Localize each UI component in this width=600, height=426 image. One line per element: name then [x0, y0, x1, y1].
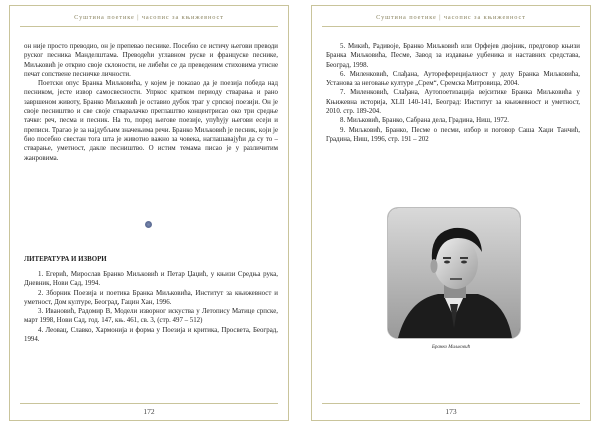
- left-page: [6, 0, 292, 426]
- footer-rule: [322, 403, 580, 404]
- bibliography-title: ЛИТЕРАТУРА И ИЗВОРИ: [24, 256, 107, 263]
- footer-rule: [20, 403, 278, 404]
- header-rule: [322, 26, 580, 27]
- references-list: [326, 42, 580, 144]
- running-header: Суштина поетике | часопис за књижевност: [376, 14, 526, 21]
- reference-item: 3. Ивановић, Радомир В, Модели изворног искуства у Летопису Матице српске, март 1998, Нови Сад, год. 147, књ. 461, св. 3, (стр. 497 – 512): [24, 308, 278, 325]
- reference-item: 4. Леовац, Славко, Хармонија и форма у Поезија и критика, Просвета, Београд, 1994.: [24, 326, 278, 344]
- reference-item: 5. Микић, Радивоје, Бранко Миљковић или Орфејев двојник, предговор књизи Бранка Миљковића, Песме, Завод за издавање уџбеника и наставних средстава, Београд, 1998.: [326, 43, 580, 69]
- reference-item: 9. Миљковић, Бранко, Песме о песми, избор и поговор Саша Хаџи Танчић, Градина, Ниш, 1996, стр. 191 – 202: [326, 126, 580, 143]
- header-rule: [20, 26, 278, 27]
- paragraph: Поетски опус Бранка Миљковића, у којем је показао да је поезија победа над песником, јесте извор самосвесности. Упркос кратком периоду стварања и рано завршеном животу, Бранко Миљковић је оставио дубок траг у српској поезији. Он је своје песништво и све своје стваралачко преглаштво концентрисао око три средње тачке: реч, песма и песник. На то, поред његове поезије, упућују његови есеји и преписи. Трагао је за најдубљим значењима речи. Бранко Миљковић је песник, кoји је био посебно свестан тога шта је животно важно за човека, наглашавајући да су то – стварање, уметност, дакле песништво. О истим темама писао је у различитим жанровима.: [24, 80, 278, 162]
- reference-item: 2. Зборник Поезија и поетика Бранка Миљковића, Институт за књижевност и уметност, Дом културе, Београд, Гацин Хан, 1996.: [24, 289, 278, 306]
- reference-item: 7. Миленковић, Слађана, Аутопоетизација вејситике Бранка Миљковића у Књижевна историја, XLII 140-141, Београд: Институт за књижевност и уметност, 2010. стр. 189-204.: [326, 89, 580, 116]
- paragraph: он није просто преводио, он је препевао песнике. Посебно се истичу његови преводи руског песника Манделштама. Преводећи углавном руске и француске песнике, Миљковић је открио своје склоности, не либећи се да преведеним стиховима утисне печат сопствене песничке личности.: [24, 43, 278, 78]
- portrait-image-icon: [388, 208, 520, 338]
- ornament-dot-icon: [145, 221, 152, 228]
- portrait-photo: [388, 208, 520, 338]
- running-header: Суштина поетике | часопис за књижевност: [74, 14, 224, 21]
- right-page: [308, 0, 594, 426]
- reference-item: 6. Миленковић, Слађана, Аутореферецијалност у делу Бранка Миљковића, Установа за неговање културе „Срем“, Сремска Митровица, 2004.: [326, 70, 580, 88]
- page-number: 172: [143, 407, 155, 416]
- photo-caption: Бранко Миљковић: [431, 345, 471, 350]
- references-list: [24, 270, 278, 344]
- reference-item: 1. Егерић, Мирослав Бранко Миљковић и Петар Џаџић, у књизи Средња рука, Дневник, Нови Сад, 1994.: [24, 271, 278, 288]
- page-number: 173: [445, 407, 457, 416]
- body-text: [24, 42, 278, 163]
- reference-item: 8. Миљковић, Бранко, Сабрана дела, Градина, Ниш, 1972.: [340, 117, 510, 125]
